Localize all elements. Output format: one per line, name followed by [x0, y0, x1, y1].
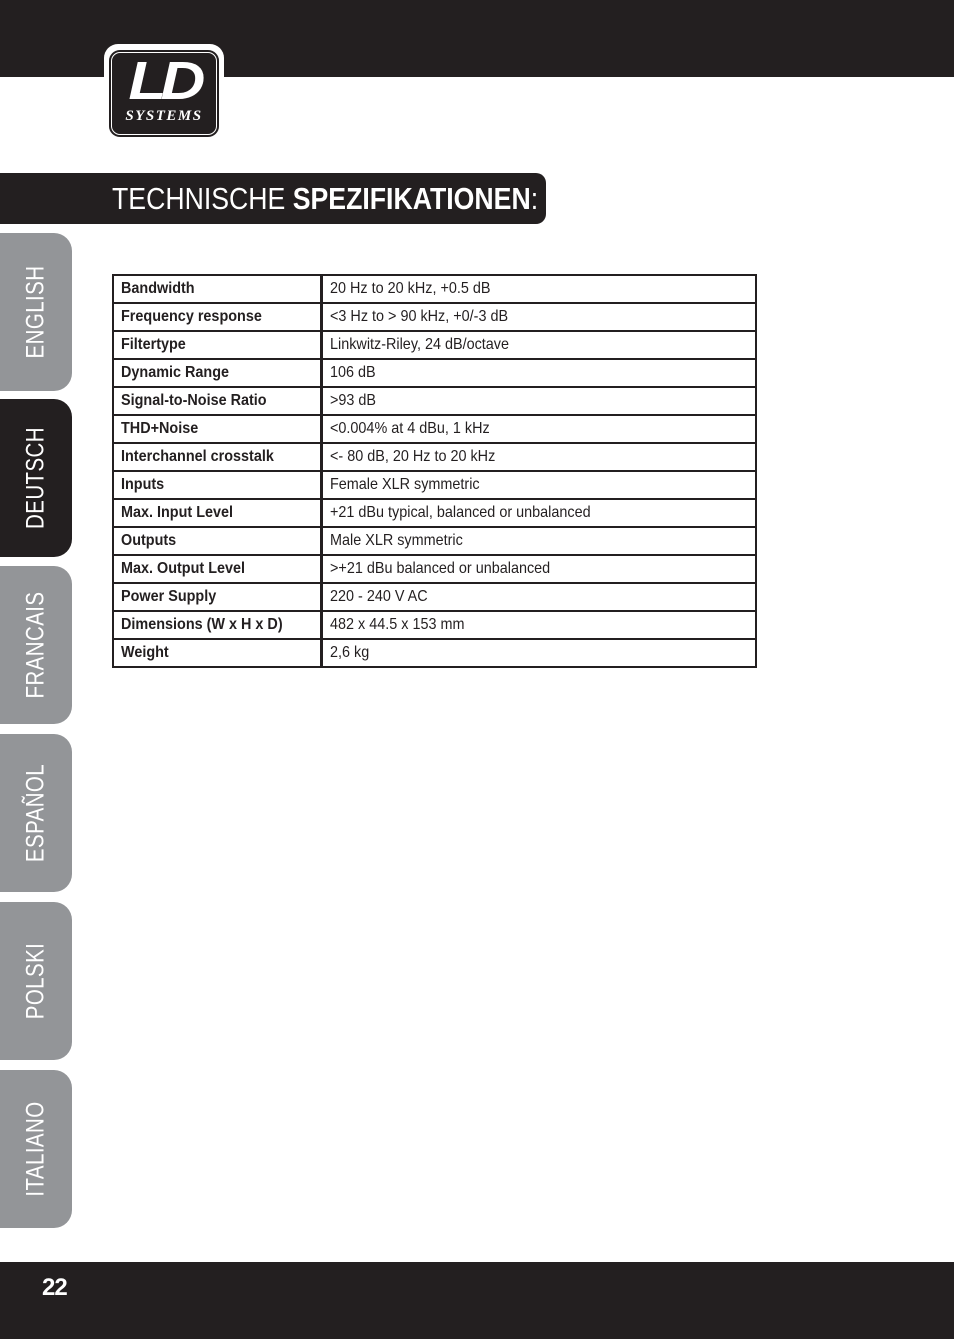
table-row: [113, 639, 756, 667]
table-row: [113, 527, 756, 555]
table-row: [113, 583, 756, 611]
spec-value: Linkwitz-Riley, 24 dB/octave: [322, 331, 757, 359]
spec-value: <- 80 dB, 20 Hz to 20 kHz: [322, 443, 757, 471]
spec-param: Dimensions (W x H x D): [113, 611, 322, 639]
tab-italiano[interactable]: [0, 1070, 72, 1228]
tab-english[interactable]: [0, 233, 72, 391]
section-title-banner: [0, 173, 546, 224]
spec-param: Interchannel crosstalk: [113, 443, 322, 471]
spec-value: >93 dB: [322, 387, 757, 415]
spec-value: Female XLR symmetric: [322, 471, 757, 499]
tab-label: ESPAÑOL: [21, 763, 50, 863]
logo-main-text: LD: [128, 51, 200, 111]
spec-value: +21 dBu typical, balanced or unbalanced: [322, 499, 757, 527]
tab-francais[interactable]: [0, 566, 72, 724]
title-suffix: :: [530, 181, 539, 216]
tab-label: DEUTSCH: [21, 427, 50, 529]
bottom-bar: [0, 1262, 954, 1339]
spec-value: 20 Hz to 20 kHz, +0.5 dB: [322, 275, 757, 303]
spec-value: 220 - 240 V AC: [322, 583, 757, 611]
table-row: [113, 555, 756, 583]
table-row: [113, 499, 756, 527]
tab-label: ITALIANO: [21, 1101, 50, 1197]
spec-value: Male XLR symmetric: [322, 527, 757, 555]
title-light-part: TECHNISCHE: [112, 181, 293, 216]
tab-label: FRANCAIS: [21, 591, 50, 699]
spec-param: Frequency response: [113, 303, 322, 331]
ld-systems-logo: [109, 50, 219, 137]
spec-param: Max. Output Level: [113, 555, 322, 583]
spec-value: <0.004% at 4 dBu, 1 kHz: [322, 415, 757, 443]
spec-param: Inputs: [113, 471, 322, 499]
spec-param: Weight: [113, 639, 322, 667]
spec-value: 106 dB: [322, 359, 757, 387]
spec-value: 482 x 44.5 x 153 mm: [322, 611, 757, 639]
logo-sub-text: SYSTEMS: [125, 108, 203, 124]
table-row: [113, 387, 756, 415]
table-row: [113, 611, 756, 639]
spec-value: 2,6 kg: [322, 639, 757, 667]
tab-espanol[interactable]: [0, 734, 72, 892]
table-row: [113, 415, 756, 443]
table-row: [113, 275, 756, 303]
tab-label: POLSKI: [21, 942, 50, 1020]
spec-param: Power Supply: [113, 583, 322, 611]
spec-param: Dynamic Range: [113, 359, 322, 387]
table-row: [113, 471, 756, 499]
spec-param: Bandwidth: [113, 275, 322, 303]
page-number: 22: [42, 1274, 67, 1301]
spec-value: <3 Hz to > 90 kHz, +0/-3 dB: [322, 303, 757, 331]
spec-value: >+21 dBu balanced or unbalanced: [322, 555, 757, 583]
table-row: [113, 359, 756, 387]
table-row: [113, 443, 756, 471]
spec-param: Signal-to-Noise Ratio: [113, 387, 322, 415]
spec-param: Max. Input Level: [113, 499, 322, 527]
table-row: [113, 303, 756, 331]
page-title: [112, 180, 538, 218]
spec-param: Outputs: [113, 527, 322, 555]
spec-param: Filtertype: [113, 331, 322, 359]
tab-label: ENGLISH: [21, 265, 50, 359]
tab-deutsch[interactable]: [0, 399, 72, 557]
spec-table: [112, 274, 757, 668]
spec-param: THD+Noise: [113, 415, 322, 443]
tab-polski[interactable]: [0, 902, 72, 1060]
title-bold-part: SPEZIFIKATIONEN: [292, 181, 531, 216]
table-row: [113, 331, 756, 359]
